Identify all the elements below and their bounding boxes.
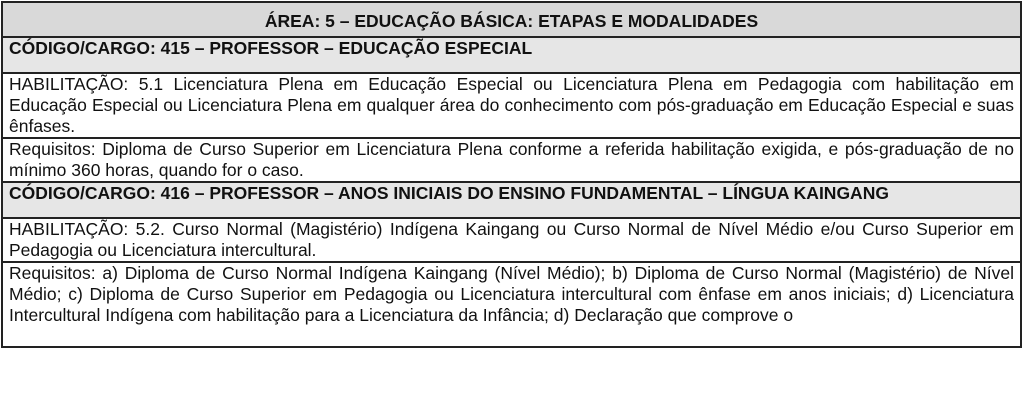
cargo-title-415: CÓDIGO/CARGO: 415 – PROFESSOR – EDUCAÇÃO ESPECIAL (2, 37, 1021, 73)
habilitacao-416: HABILITAÇÃO: 5.2. Curso Normal (Magistério) Indígena Kaingang ou Curso Normal de Nível Médio e/ou Curso Superior em Pedagogia ou Licenciatura intercultural. (2, 218, 1021, 262)
cargo-title-416: CÓDIGO/CARGO: 416 – PROFESSOR – ANOS INICIAIS DO ENSINO FUNDAMENTAL – LÍNGUA KAINGANG (2, 182, 1021, 218)
requisitos-row (2, 262, 1021, 347)
requisitos-415: Requisitos: Diploma de Curso Superior em Licenciatura Plena conforme a referida habilitação exigida, e pós-graduação de no mínimo 360 horas, quando for o caso. (2, 138, 1021, 182)
cargo-row (2, 182, 1021, 218)
habilitacao-row (2, 73, 1021, 138)
requisitos-row (2, 138, 1021, 182)
requisitos-416: Requisitos: a) Diploma de Curso Normal Indígena Kaingang (Nível Médio); b) Diploma de Curso Normal (Magistério) de Nível Médio; c) Diploma de Curso Superior em Pedagogia ou Licenciatura intercultural com ênfase em anos iniciais; d) Licenciatura Intercultural Indígena com habilitação para a Licenciatura da Infância; d) Declaração que comprove o (2, 262, 1021, 347)
area-row (2, 2, 1021, 37)
habilitacao-row (2, 218, 1021, 262)
cargo-row (2, 37, 1021, 73)
habilitacao-415: HABILITAÇÃO: 5.1 Licenciatura Plena em Educação Especial ou Licenciatura Plena em Pedagogia com habilitação em Educação Especial ou Licenciatura Plena em qualquer área do conhecimento com pós-graduação em Educação Especial e suas ênfases. (2, 73, 1021, 138)
area-header: ÁREA: 5 – EDUCAÇÃO BÁSICA: ETAPAS E MODALIDADES (2, 2, 1021, 37)
cargo-table (1, 1, 1022, 348)
